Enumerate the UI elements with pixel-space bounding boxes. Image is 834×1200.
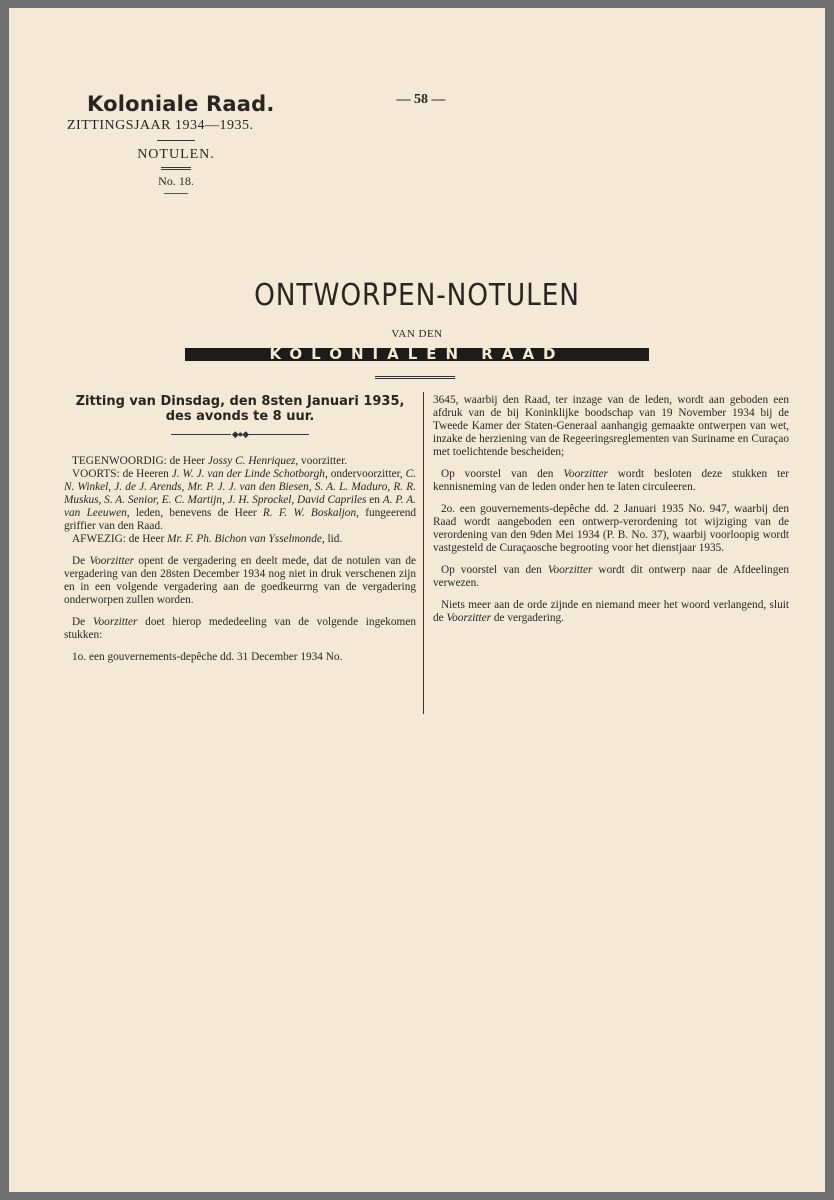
voorts-line: VOORTS: de Heeren J. W. J. van der Linde Schotborgh, ondervoorzitter, C. N. Winkel, J. de J. Arends, Mr. P. J. J. van den Biesen, S. A. L. Maduro, R. R. Muskus, S. A. Senior, E. C. Martijn, J. H. Sprockel, David Capriles en A. P. A. van Leeuwen, leden, benevens de Heer R. F. W. Boskaljon, fungeerend griffier van den Raad. <box>64 468 417 532</box>
brand-title: Koloniale Raad. <box>87 92 275 116</box>
page-number: — 58 — <box>396 92 446 107</box>
session-year: ZITTINGSJAAR 1934—1935. <box>67 118 254 133</box>
raad-banner: KOLONIALEN RAAD <box>185 348 649 361</box>
ornament: ◆●◆ <box>64 428 416 441</box>
divider <box>157 140 195 141</box>
paragraph: Op voorstel van den Voorzitter wordt besloten deze stukken ter kennisneming van de leden onder hen te laten circuleeren. <box>433 468 789 493</box>
paragraph: Niets meer aan de orde zijnde en niemand meer het woord verlangend, sluit de Voorzitter de vergadering. <box>433 599 789 624</box>
main-title: ONTWORPEN-NOTULEN <box>254 278 580 313</box>
document-page <box>9 8 825 1192</box>
sitting-title <box>64 394 416 424</box>
sitting-line1: Zitting van Dinsdag, den 8sten Januari 1935, <box>75 394 405 409</box>
paragraph: De Voorzitter opent de vergadering en deelt mede, dat de notulen van de vergadering van den 28sten December 1934 nog niet in druk verschenen zijn en in een volgende vergadering aan de goedkeurrng van de vergadering onderworpen zullen worden. <box>64 555 416 606</box>
paragraph: 3645, waarbij den Raad, ter inzage van de leden, wordt aan geboden een afdruk van de bij Koninklijke boodschap van 19 November 1934 bij de Tweede Kamer der Staten-Generaal aanhangig gemaakte ontwerpen van wet, inzake de herziening van de Regeeringsreglementen van Suriname en Curaçao met toelichtende bescheiden; <box>433 394 789 458</box>
notulen-label: NOTULEN. <box>137 147 215 162</box>
left-column <box>64 394 416 673</box>
paragraph: De Voorzitter doet hierop mededeeling van de volgende ingekomen stukken: <box>64 616 416 641</box>
right-column <box>433 394 789 634</box>
attendance-block <box>64 455 416 546</box>
paragraph: Op voorstel van den Voorzitter wordt dit ontwerp naar de Afdeelingen verwezen. <box>433 564 790 589</box>
masthead <box>67 92 297 198</box>
divider <box>375 376 455 379</box>
paragraph: 2o. een gouvernements-depêche dd. 2 Januari 1935 No. 947, waarbij den Raad wordt aangeboden een ontwerp-verordening tot wijziging van de verordening van den 9den Mei 1934 (P. B. No. 37), waarbij voorloopig wordt vastgesteld de Curaçaosche begrooting voor het dienstjaar 1935. <box>433 503 789 554</box>
absent-line: AFWEZIG: de Heer Mr. F. Ph. Bichon van Ysselmonde, lid. <box>72 533 343 545</box>
van-den-label: VAN DEN <box>391 328 443 340</box>
present-line: TEGENWOORDIG: de Heer Jossy C. Henriquez, voorzitter. <box>72 455 348 467</box>
column-divider <box>423 392 424 714</box>
divider <box>164 193 188 194</box>
sitting-line2: des avonds te 8 uur. <box>165 409 315 424</box>
issue-number: No. 18. <box>158 174 194 188</box>
paragraph: 1o. een gouvernements-depêche dd. 31 December 1934 No. <box>72 651 343 663</box>
divider <box>161 167 191 170</box>
